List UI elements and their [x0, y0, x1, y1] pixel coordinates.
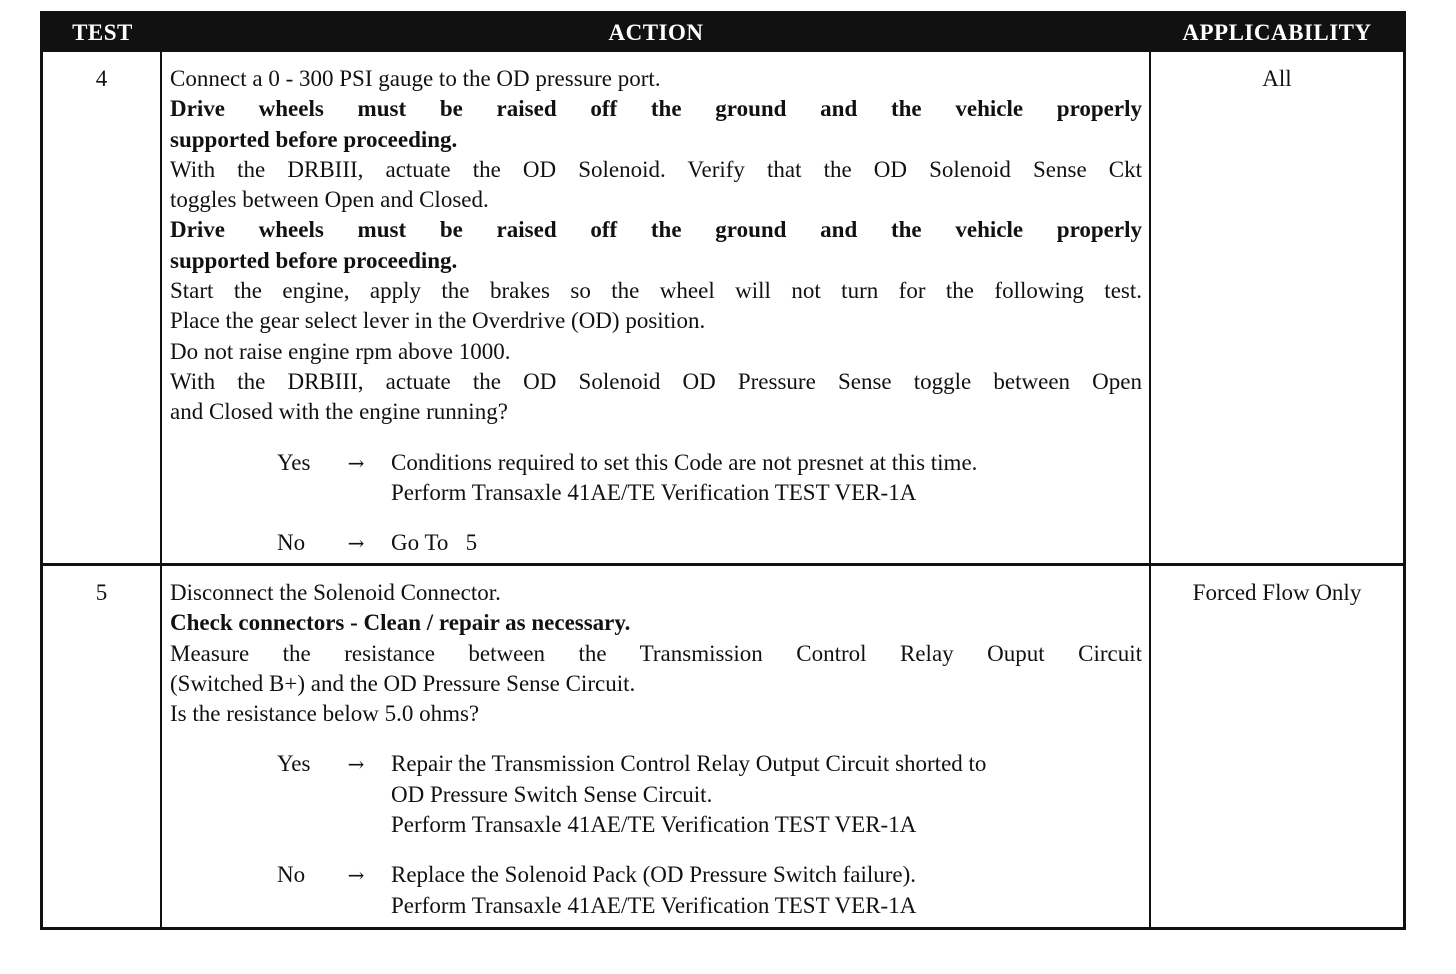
- action-line: Start the engine, apply the brakes so the wheel will not turn for the following test.: [170, 278, 1142, 304]
- outcome-no: [277, 860, 1142, 921]
- action-line: (Switched B+) and the OD Pressure Sense Circuit.: [170, 670, 636, 696]
- outcome-text: [391, 749, 1142, 840]
- warning-line: supported before proceeding.: [170, 126, 458, 152]
- header-test: TEST: [72, 20, 133, 45]
- table-row-test-5: [43, 566, 1403, 927]
- arrow-right-icon: →: [347, 863, 365, 888]
- outcome-no: [277, 528, 1142, 558]
- outcome-text: [391, 528, 1142, 558]
- outcome-line: Perform Transaxle 41AE/TE Verification TEST VER-1A: [391, 892, 917, 918]
- header-applicability: APPLICABILITY: [1182, 20, 1372, 45]
- outcome-line: Perform Transaxle 41AE/TE Verification TEST VER-1A: [391, 812, 917, 838]
- outcome-yes: [277, 448, 1142, 509]
- action-line: toggles between Open and Closed.: [170, 187, 489, 213]
- header-action: ACTION: [608, 20, 704, 45]
- outcome-label: Yes: [277, 449, 311, 475]
- outcome-yes: [277, 749, 1142, 840]
- test-number: 5: [95, 580, 108, 605]
- arrow-right-icon: →: [347, 531, 365, 556]
- applicability-cell: Forced Flow Only: [1192, 580, 1362, 605]
- action-line: Do not raise engine rpm above 1000.: [170, 338, 511, 364]
- action-line: Place the gear select lever in the Overdrive (OD) position.: [170, 308, 706, 334]
- action-line: and Closed with the engine running?: [170, 399, 508, 425]
- table-header: [43, 14, 1403, 52]
- outcome-label: No: [277, 862, 306, 888]
- outcome-line: Go To 5: [391, 530, 478, 556]
- warning-line: Check connectors - Clean / repair as necessary.: [170, 610, 631, 636]
- outcome-line: Replace the Solenoid Pack (OD Pressure Switch failure).: [391, 862, 917, 888]
- warning-line: Drive wheels must be raised off the ground and the vehicle properly: [170, 217, 1142, 243]
- action-cell: [170, 64, 1142, 558]
- action-line: Disconnect the Solenoid Connector.: [170, 580, 501, 605]
- action-line: Connect a 0 - 300 PSI gauge to the OD pressure port.: [170, 66, 661, 91]
- outcome-label: No: [277, 530, 306, 556]
- action-line: With the DRBIII, actuate the OD Solenoid OD Pressure Sense toggle between Open: [170, 368, 1142, 394]
- arrow-right-icon: →: [347, 450, 365, 475]
- warning-line: Drive wheels must be raised off the ground and the vehicle properly: [170, 96, 1142, 122]
- action-cell: [170, 578, 1142, 921]
- diagnostic-test-table: [40, 11, 1406, 930]
- outcome-line: OD Pressure Switch Sense Circuit.: [391, 781, 713, 807]
- action-line: With the DRBIII, actuate the OD Solenoid. Verify that the OD Solenoid Sense Ckt: [170, 156, 1142, 182]
- action-line: Measure the resistance between the Transmission Control Relay Ouput Circuit: [170, 640, 1142, 666]
- test-number: 4: [95, 66, 108, 91]
- outcome-label: Yes: [277, 751, 311, 777]
- outcome-text: [391, 448, 1142, 509]
- table-row-test-4: [43, 52, 1403, 563]
- outcome-text: [391, 860, 1142, 921]
- applicability-cell: All: [1262, 66, 1292, 91]
- outcome-line: Perform Transaxle 41AE/TE Verification TEST VER-1A: [391, 479, 917, 505]
- outcome-line: Conditions required to set this Code are not presnet at this time.: [391, 449, 978, 475]
- action-line: Is the resistance below 5.0 ohms?: [170, 701, 480, 727]
- warning-line: supported before proceeding.: [170, 247, 458, 273]
- arrow-right-icon: →: [347, 752, 365, 777]
- outcome-line: Repair the Transmission Control Relay Output Circuit shorted to: [391, 751, 987, 777]
